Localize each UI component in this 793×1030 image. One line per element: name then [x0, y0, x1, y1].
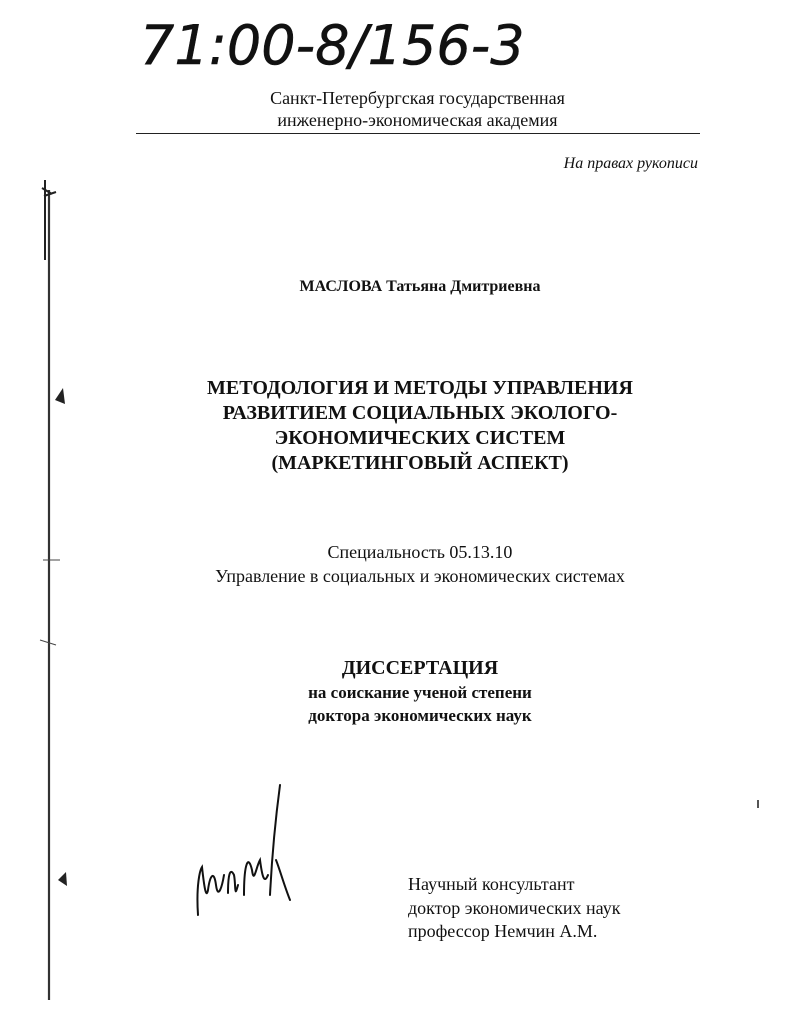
institution-line-1: Санкт-Петербургская государственная — [270, 88, 565, 108]
specialty-code: Специальность 05.13.10 — [327, 542, 513, 562]
title-line: РАЗВИТИЕМ СОЦИАЛЬНЫХ ЭКОЛОГО- — [222, 402, 618, 424]
signature-handwritten — [190, 775, 300, 925]
scan-speck — [757, 800, 759, 808]
title-line: (МАРКЕТИНГОВЫЙ АСПЕКТ) — [271, 452, 569, 474]
scan-edge-marks — [0, 0, 80, 1025]
dissertation-heading: ДИССЕРТАЦИЯ — [341, 657, 499, 679]
archive-code-handwritten — [136, 8, 556, 78]
specialty-name: Управление в социальных и экономических системах — [215, 566, 625, 586]
consultant-degree: доктор экономических наук — [408, 898, 621, 918]
author-given-names: Татьяна Дмитриевна — [386, 278, 541, 295]
consultant-role: Научный консультант — [408, 874, 575, 894]
author-surname: МАСЛОВА — [299, 278, 383, 295]
degree-line-2: доктора экономических наук — [308, 706, 532, 725]
title-line: ЭКОНОМИЧЕСКИХ СИСТЕМ — [274, 427, 566, 449]
degree-line-1: на соискание ученой степени — [308, 683, 532, 702]
author-name — [0, 278, 793, 296]
title-line: МЕТОДОЛОГИЯ И МЕТОДЫ УПРАВЛЕНИЯ — [207, 377, 633, 399]
consultant-name: профессор Немчин А.М. — [408, 921, 598, 941]
header-divider — [136, 133, 700, 134]
institution-line-2: инженерно-экономическая академия — [277, 110, 558, 130]
manuscript-note: На правах рукописи — [563, 155, 698, 172]
dissertation-title — [130, 376, 710, 476]
archive-code-text: 71:00-8/156-3 — [140, 14, 525, 77]
